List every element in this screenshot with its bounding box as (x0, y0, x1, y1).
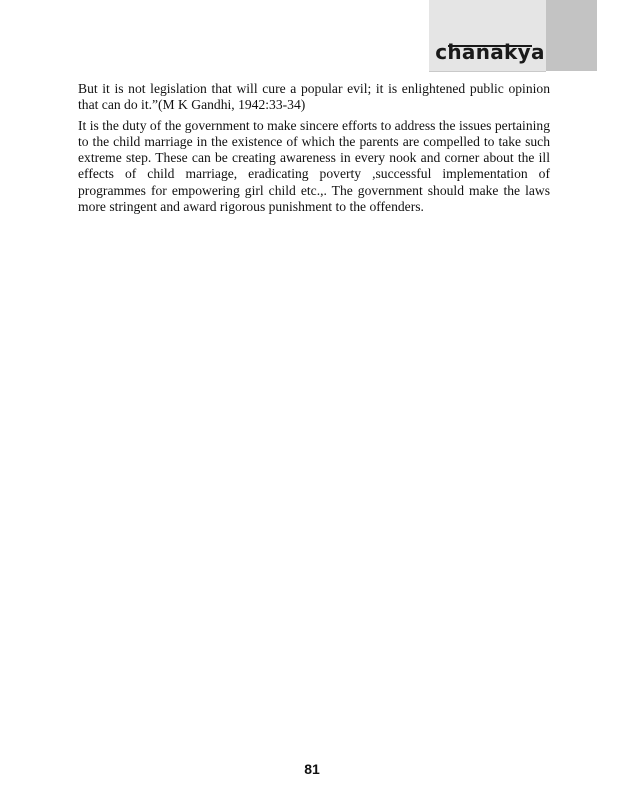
page-number: 81 (304, 761, 320, 777)
logo-text: chanakya (435, 40, 545, 64)
paragraph-quote: But it is not legislation that will cure a popular evil; it is enlightened public opinion that can do it.”(M K Gandhi, 1942:33-34) (78, 81, 550, 113)
main-content (78, 81, 550, 219)
header-stripe (546, 0, 597, 71)
paragraph-government-duty: It is the duty of the government to make sincere efforts to address the issues pertaining to the child marriage in the existence of which the parents are compelled to take such extreme step. These can be creating awareness in every nook and corner about the ill effects of child marriage, eradicating poverty ,successful implementation of programmes for empowering girl child etc.,. The government should make the laws more stringent and award rigorous punishment to the offenders. (78, 117, 550, 215)
chanakya-logo (435, 38, 545, 66)
